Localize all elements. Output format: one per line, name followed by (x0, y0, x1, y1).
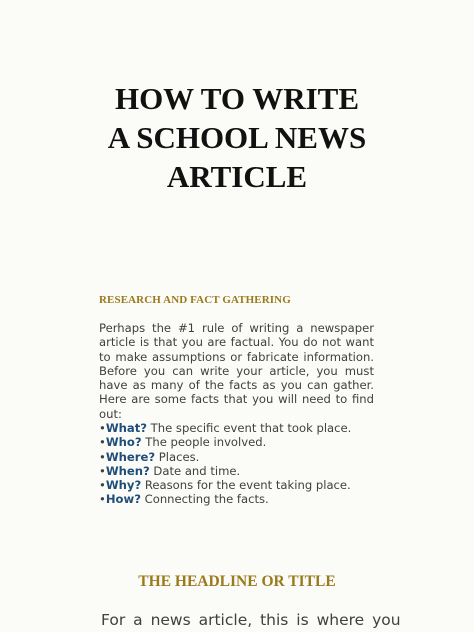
fact-question: Where? (105, 449, 156, 464)
fact-item-when (99, 464, 399, 478)
fact-question: Why? (105, 478, 142, 493)
fact-question: Who? (105, 435, 142, 450)
fact-answer: The people involved. (141, 435, 267, 450)
fact-bullet: • (99, 435, 106, 450)
fact-item-where (99, 450, 399, 464)
title-line-3: ARTICLE (166, 159, 308, 194)
fact-answer: Places. (155, 449, 200, 464)
title-line-2: A SCHOOL NEWS (107, 120, 367, 155)
fact-bullet: • (99, 478, 106, 493)
section-heading-research: RESEARCH AND FACT GATHERING (99, 294, 291, 306)
fact-question: What? (105, 421, 147, 435)
fact-question: How? (105, 492, 141, 507)
fact-item-how (99, 492, 399, 506)
title-line-1: HOW TO WRITE (114, 81, 360, 116)
fact-bullet: • (99, 449, 106, 464)
fact-question: When? (105, 463, 150, 478)
headline-paragraph-start: For a news article, this is where you (101, 611, 401, 629)
fact-bullet: • (99, 421, 106, 435)
fact-item-who (99, 435, 399, 449)
fact-answer: Date and time. (149, 463, 241, 478)
fact-bullet: • (99, 492, 106, 507)
document-title (0, 79, 474, 196)
fact-item-why (99, 478, 399, 492)
fact-item-what (99, 421, 399, 435)
section-heading-headline: THE HEADLINE OR TITLE (138, 573, 336, 590)
facts-list (99, 421, 399, 507)
fact-answer: Reasons for the event taking place. (141, 478, 351, 493)
fact-answer: Connecting the facts. (140, 492, 269, 507)
fact-bullet: • (99, 463, 106, 478)
research-paragraph: Perhaps the #1 rule of writing a newspaper article is that you are factual. You do not want to make assumptions or fabricate information. Before you can write your article, you must have as many of the facts as you can gather. Here are some facts that you will need to find out: (99, 321, 374, 421)
fact-answer: The specific event that took place. (146, 421, 352, 435)
